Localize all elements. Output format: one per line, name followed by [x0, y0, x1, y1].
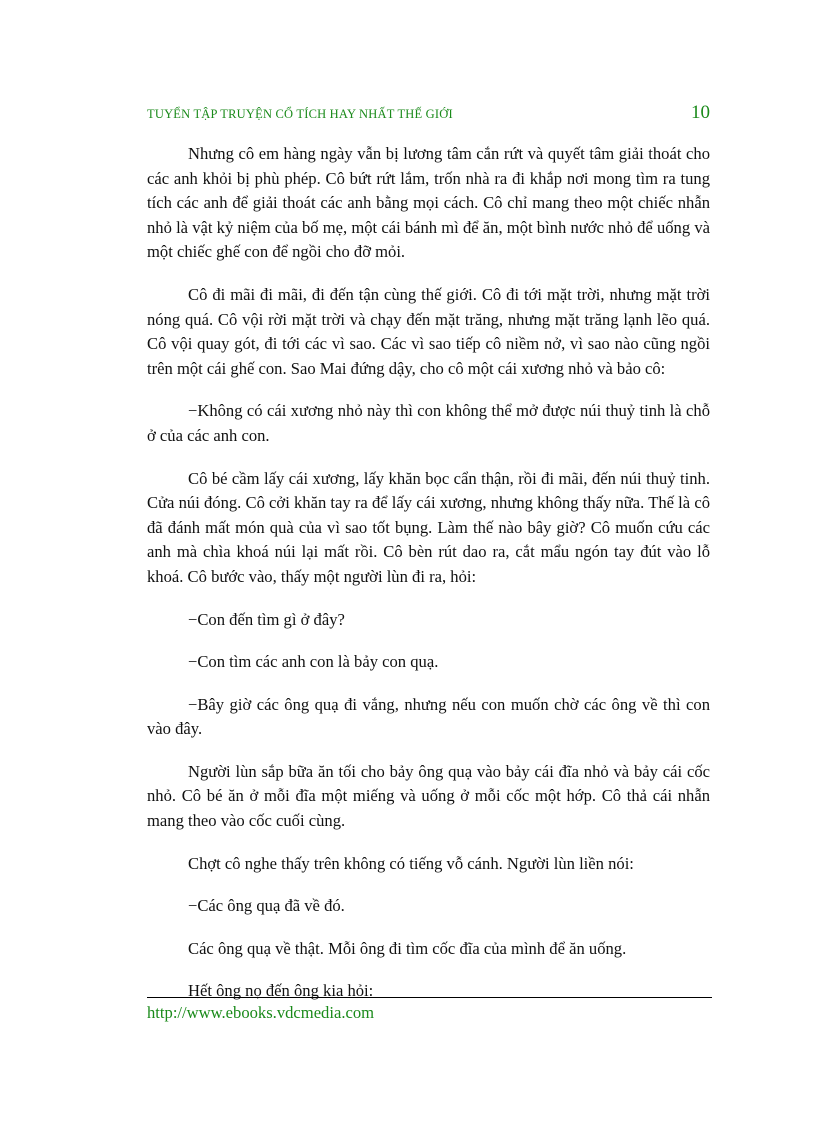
dialogue-line: −Không có cái xương nhỏ này thì con không thể mở được núi thuỷ tinh là chỗ ở của các anh con.: [147, 401, 710, 445]
paragraph: Nhưng cô em hàng ngày vẫn bị lương tâm cắn rứt và quyết tâm giải thoát cho các anh khỏi bị phù phép. Cô bứt rứt lắm, trốn nhà ra đi khắp nơi mong tìm ra tung tích các anh để giải thoát các anh bằng mọi cách. Cô chỉ mang theo một chiếc nhẫn nhỏ là vật kỷ niệm của bố mẹ, một cái bánh mì để ăn, một bình nước nhỏ để uống và một chiếc ghế con để ngồi cho đỡ mỏi.: [147, 144, 710, 262]
paragraph: Các ông quạ về thật. Mỗi ông đi tìm cốc đĩa của mình để ăn uống.: [188, 938, 627, 958]
paragraph: Cô đi mãi đi mãi, đi đến tận cùng thế giới. Cô đi tới mặt trời, nhưng mặt trời nóng quá. Cô vội rời mặt trời và chạy đến mặt trăng, nhưng mặt trăng lạnh lẽo quá. Cô vội quay gót, đi tới các vì sao. Các vì sao tiếp cô niềm nở, vì sao nào cũng ngồi trên một cái ghế con. Sao Mai đứng dậy, cho cô một cái xương nhỏ và bảo cô:: [147, 284, 710, 378]
paragraph: Hết ông nọ đến ông kia hỏi:: [188, 981, 374, 1001]
page-header: [147, 102, 710, 124]
footer-website-link[interactable]: http://www.ebooks.vdcmedia.com: [147, 1003, 375, 1022]
page-number: 10: [691, 102, 710, 123]
paragraph: Chợt cô nghe thấy trên không có tiếng vỗ cánh. Người lùn liền nói:: [188, 853, 634, 873]
dialogue-line: −Con đến tìm gì ở đây?: [188, 609, 345, 629]
dialogue-line: −Bây giờ các ông quạ đi vắng, nhưng nếu con muốn chờ các ông về thì con vào đây.: [147, 694, 710, 739]
story-body: [147, 142, 710, 1022]
footer-divider: [147, 997, 712, 998]
book-title: TUYỂN TẬP TRUYỆN CỔ TÍCH HAY NHẤT THẾ GIỚI: [147, 107, 453, 121]
paragraph: Cô bé cầm lấy cái xương, lấy khăn bọc cẩn thận, rồi đi mãi, đến núi thuỷ tinh. Cửa núi đóng. Cô cởi khăn tay ra để lấy cái xương, nhưng không thấy nữa. Thế là cô đã đánh mất món quà của vì sao tốt bụng. Làm thế nào bây giờ? Cô muốn cứu các anh mà chìa khoá núi lại mất rồi. Cô bèn rút dao ra, cắt mẩu ngón tay đút vào lỗ khoá. Cô bước vào, thấy một người lùn đi ra, hỏi:: [147, 468, 710, 586]
paragraph: Người lùn sắp bữa ăn tối cho bảy ông quạ vào bảy cái đĩa nhỏ và bảy cái cốc nhỏ. Cô bé ăn ở mỗi đĩa một miếng và uống ở mỗi cốc một hớp. Cô thả cái nhẫn mang theo vào cốc cuối cùng.: [147, 761, 710, 831]
dialogue-line: −Con tìm các anh con là bảy con quạ.: [188, 652, 439, 672]
dialogue-line: −Các ông quạ đã về đó.: [188, 896, 345, 916]
